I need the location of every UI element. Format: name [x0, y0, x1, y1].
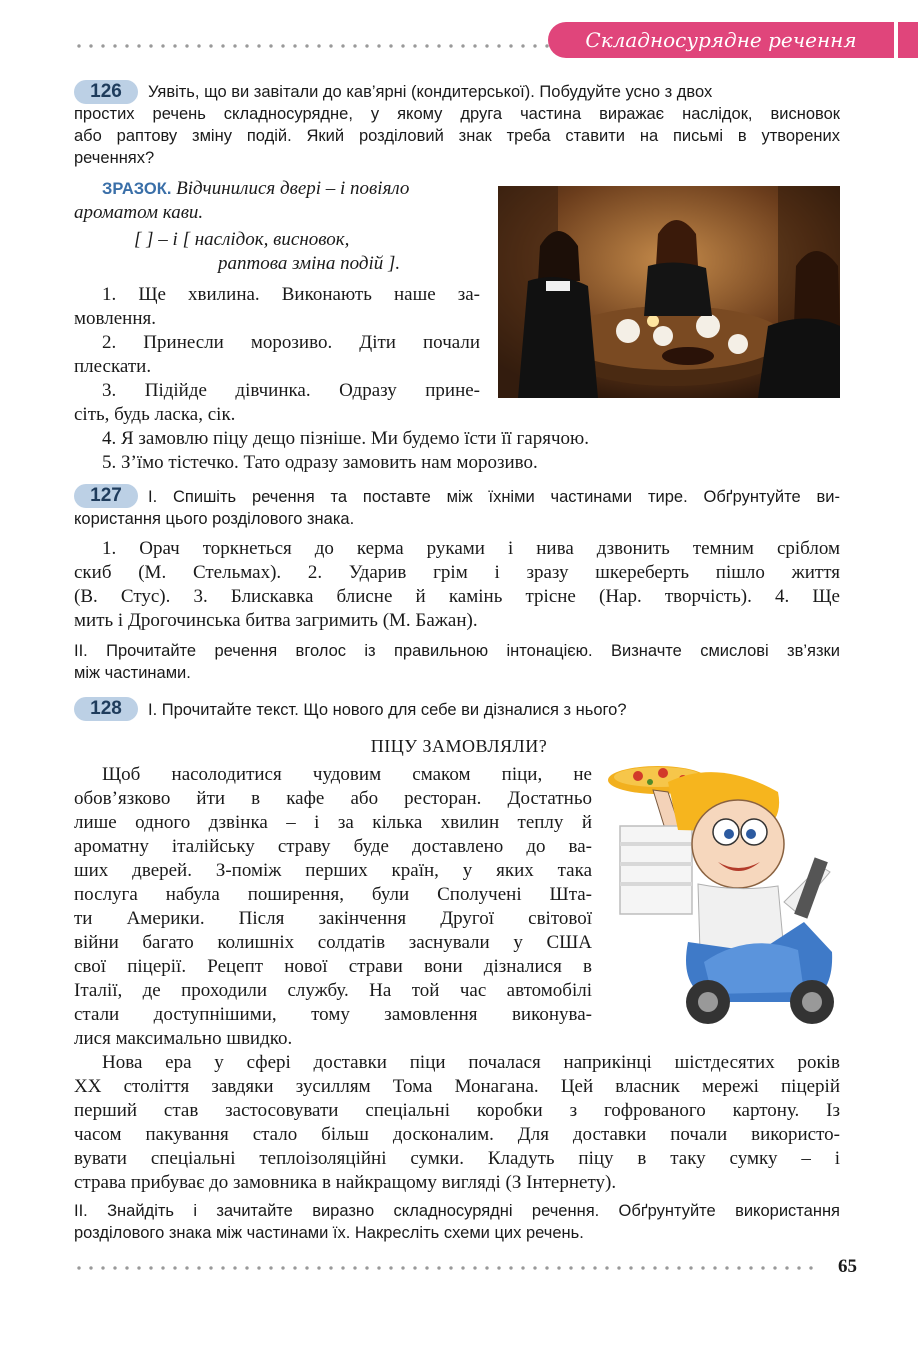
task-line: I. Спишіть речення та поставте між їхніми частинами тире. Обґрунтуйте ви-: [148, 488, 840, 506]
list-item: 2. Принесли морозиво. Діти почали: [102, 332, 480, 353]
cafe-photo: [498, 186, 840, 398]
exercise-number-128: 128: [74, 697, 138, 721]
text-line: лише одного дзвінка – і за кілька хвилин теплу й: [74, 812, 592, 833]
list-item: 3. Підійде дівчинка. Одразу прине-: [102, 380, 480, 401]
sample-text: Відчинилися двері – і повіяло: [176, 178, 410, 199]
sample-text-cont: ароматом кави.: [74, 202, 204, 223]
text-line: ароматну італійську страву буде доставлено до ва-: [74, 836, 592, 857]
section-title: Складносурядне речення: [585, 28, 857, 52]
sentence-line: 1. Орач торкнеться до керма руками і нива дзвонить темним сріблом: [102, 538, 840, 559]
list-item: мовлення.: [74, 308, 156, 329]
sentence-line: мить і Дрогочинська битва загримить (М. Бажан).: [74, 610, 478, 631]
text-line: ти Америки. Після закінчення Другої світової: [74, 908, 592, 929]
header-edge-strip: [898, 22, 918, 58]
task-line: або раптову зміну подій. Який розділовий знак треба ставити на письмі в утворених: [74, 127, 840, 145]
task-line: II. Прочитайте речення вголос із правильною інтонацією. Визначте смислові зв’язки: [74, 642, 840, 660]
text-line: війни багато колишніх солдатів заснували у США: [74, 932, 592, 953]
task-line: II. Знайдіть і зачитайте виразно складносурядні речення. Обґрунтуйте використання: [74, 1202, 840, 1220]
text-title: ПІЦУ ЗАМОВЛЯЛИ?: [370, 736, 548, 756]
task-line: I. Прочитайте текст. Що нового для себе ви дізналися з нього?: [148, 701, 627, 719]
text-line: страва прибуває до замовника в найкращому вигляді (З Інтернету).: [74, 1172, 617, 1193]
sample-label: ЗРАЗОК.: [102, 180, 172, 198]
section-title-tab: [548, 22, 894, 58]
sentence-line: (В. Стус). 3. Блискавка блисне й камінь трісне (Нар. творчість). 4. Ще: [74, 586, 840, 607]
task-line: між частинами.: [74, 664, 191, 682]
list-item: плескати.: [74, 356, 152, 377]
exercise-number-126: 126: [74, 80, 138, 104]
task-line: розділового знака між частинами їх. Накресліть схеми цих речень.: [74, 1224, 584, 1242]
text-line: Італії, де проходили службу. На той час автомобілі: [74, 980, 592, 1001]
sentence-line: скиб (М. Стельмах). 2. Ударив грім і зразу шкереберть пішло життя: [74, 562, 840, 583]
text-line: Нова ера у сфері доставки піци почалася наприкінці шістдесятих років: [102, 1052, 840, 1073]
sample-line: [102, 177, 409, 202]
task-line: користання цього розділового знака.: [74, 510, 355, 528]
text-line: послуга набула поширення, були Сполучені Шта-: [74, 884, 592, 905]
list-item: 1. Ще хвилина. Виконають наше за-: [102, 284, 480, 305]
page-number: 65: [838, 1256, 857, 1277]
task-line: Уявіть, що ви завітали до кав’ярні (кондитерської). Побудуйте усно з двох: [148, 83, 713, 101]
text-line: XX століття завдяки зусиллям Тома Монагана. Цей власник мережі піцерій: [74, 1076, 840, 1097]
text-line: часом пакування стало більш досконалим. Для доставки почали використо-: [74, 1124, 840, 1145]
list-item: 4. Я замовлю піцу дещо пізніше. Ми будемо їсти її гарячою.: [102, 428, 589, 449]
text-line: ших дверей. З-поміж перших країн, у яких така: [74, 860, 592, 881]
text-line: Щоб насолодитися чудовим смаком піци, не: [102, 764, 592, 785]
task-line: реченнях?: [74, 149, 155, 167]
text-line: лися максимально швидко.: [74, 1028, 293, 1049]
list-item: сіть, будь ласка, сік.: [74, 404, 236, 425]
text-line: вувати спеціальні теплоізоляційні сумки. Кладуть піцу в таку сумку – і: [74, 1148, 840, 1169]
task-line: простих речень складносурядне, у якому друга частина виражає наслідок, висновок: [74, 105, 840, 123]
footer-dotted-rule: [73, 1264, 818, 1272]
scheme-line-2: раптова зміна подій ].: [218, 253, 401, 274]
pizza-delivery-illustration: [608, 762, 840, 1028]
text-line: свої піцерії. Рецепт нової страви вони дізналися в: [74, 956, 592, 977]
exercise-number-127: 127: [74, 484, 138, 508]
list-item: 5. З’їмо тістечко. Тато одразу замовить нам морозиво.: [102, 452, 538, 473]
scheme-line-1: [ ] – і [ наслідок, висновок,: [134, 229, 350, 250]
text-line: стали доступнішими, тому замовлення виконува-: [74, 1004, 592, 1025]
text-line: обов’язково йти в кафе або ресторан. Достатньо: [74, 788, 592, 809]
text-line: перший став застосовувати спеціальні коробки з гофрованого картону. Із: [74, 1100, 840, 1121]
header-dotted-rule: [73, 42, 553, 50]
